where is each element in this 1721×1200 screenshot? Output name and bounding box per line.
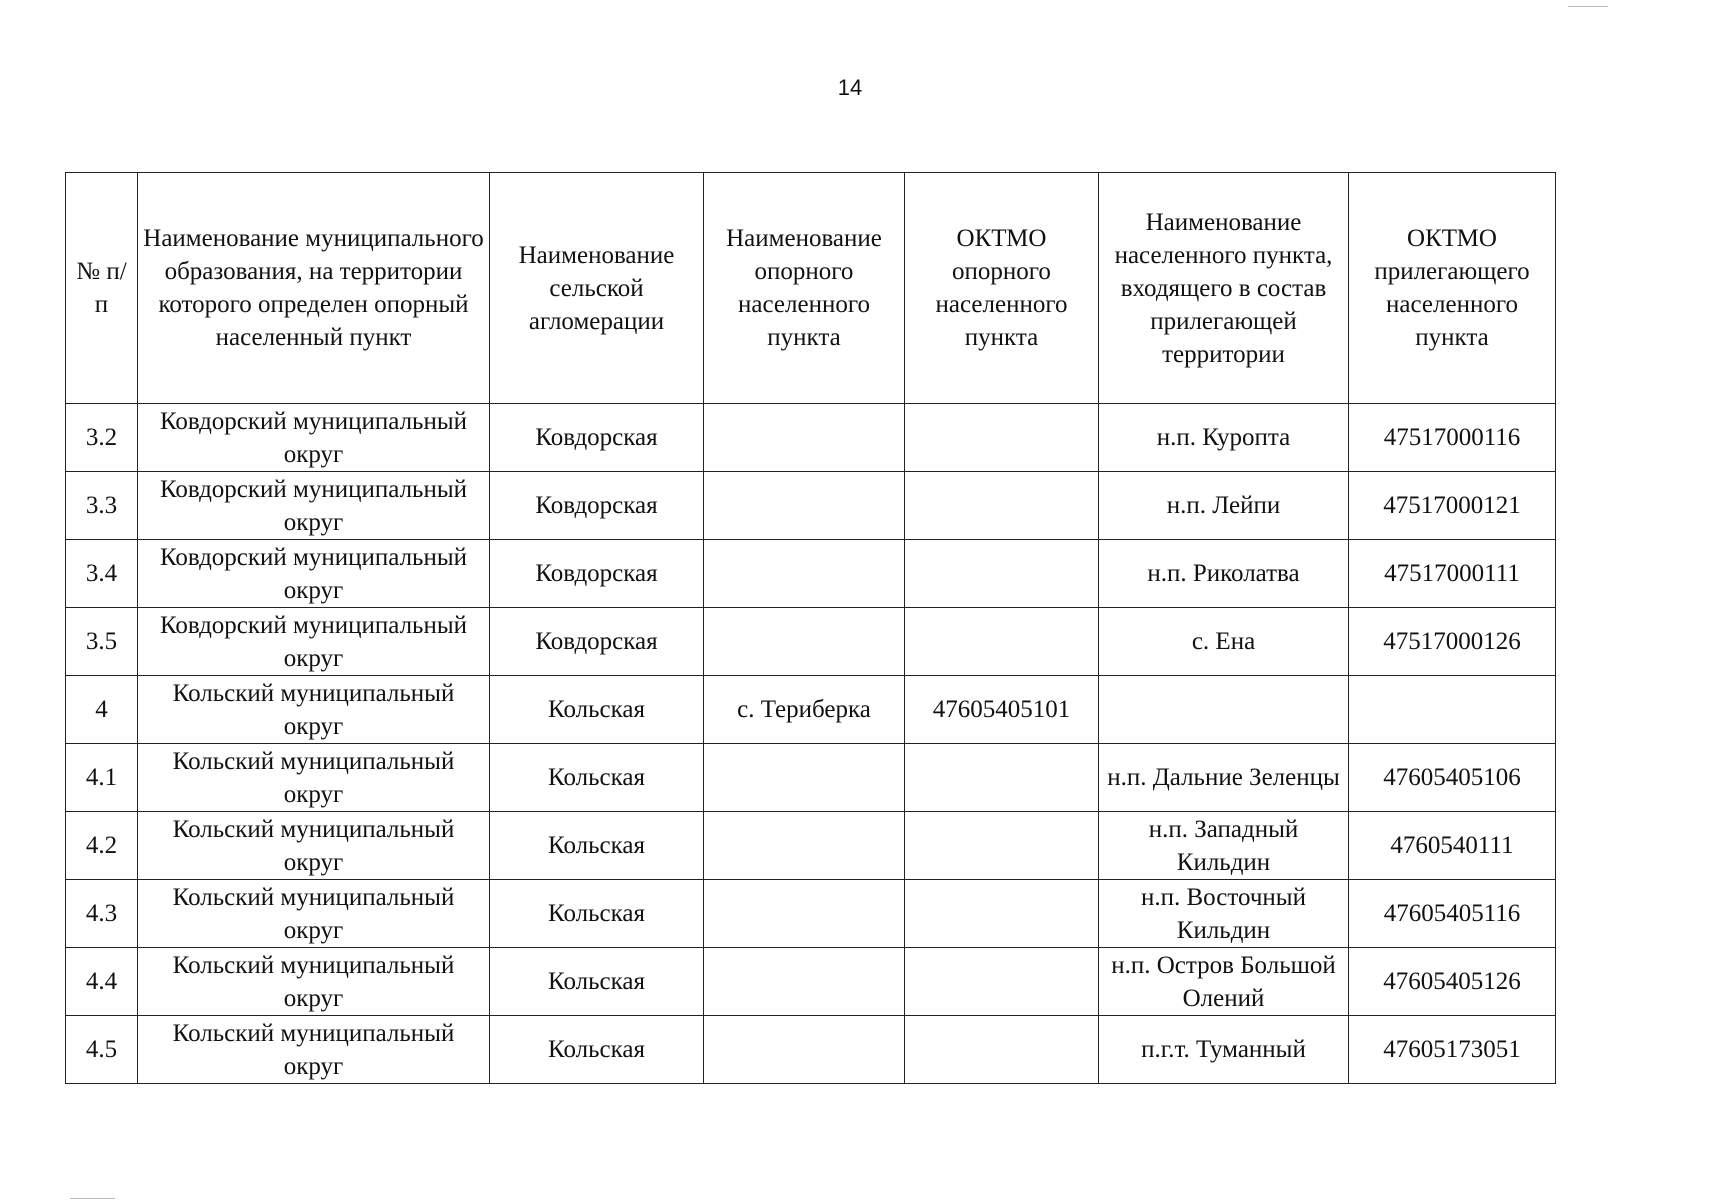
cell-adjacent-oktmo: 4760540111 (1349, 812, 1556, 880)
cell-adjacent-oktmo: 47517000121 (1349, 472, 1556, 540)
cell-agglomeration: Кольская (490, 1016, 704, 1084)
cell-municipality: Кольский муниципальный округ (138, 880, 490, 948)
header-support-oktmo: ОКТМО опорного населенного пункта (905, 173, 1099, 404)
cell-adjacent-settlement (1099, 676, 1349, 744)
cell-support-oktmo (905, 948, 1099, 1016)
cell-support-oktmo (905, 812, 1099, 880)
cell-number: 3.3 (66, 472, 138, 540)
table-row (66, 948, 1556, 1016)
table-row (66, 676, 1556, 744)
scan-artifact (70, 1198, 115, 1199)
header-support-settlement: Наименование опорного населенного пункта (704, 173, 905, 404)
cell-agglomeration: Кольская (490, 880, 704, 948)
table-row (66, 744, 1556, 812)
cell-adjacent-oktmo: 47605405116 (1349, 880, 1556, 948)
settlements-table (65, 172, 1556, 1084)
cell-agglomeration: Ковдорская (490, 404, 704, 472)
cell-agglomeration: Ковдорская (490, 540, 704, 608)
cell-number: 4.4 (66, 948, 138, 1016)
cell-support-settlement (704, 812, 905, 880)
cell-support-oktmo (905, 880, 1099, 948)
cell-adjacent-settlement: н.п. Риколатва (1099, 540, 1349, 608)
cell-adjacent-settlement: с. Ена (1099, 608, 1349, 676)
cell-adjacent-oktmo (1349, 676, 1556, 744)
cell-support-settlement (704, 744, 905, 812)
cell-support-oktmo (905, 540, 1099, 608)
table-row (66, 1016, 1556, 1084)
table-row (66, 404, 1556, 472)
cell-number: 4.5 (66, 1016, 138, 1084)
cell-agglomeration: Ковдорская (490, 608, 704, 676)
table-row (66, 540, 1556, 608)
scan-artifact (1568, 6, 1608, 7)
cell-municipality: Кольский муниципальный округ (138, 948, 490, 1016)
cell-adjacent-oktmo: 47517000116 (1349, 404, 1556, 472)
cell-municipality: Ковдорский муниципальный округ (138, 540, 490, 608)
cell-number: 3.5 (66, 608, 138, 676)
cell-adjacent-settlement: п.г.т. Туманный (1099, 1016, 1349, 1084)
cell-agglomeration: Кольская (490, 744, 704, 812)
header-adjacent-oktmo: ОКТМО прилегающего населенного пункта (1349, 173, 1556, 404)
cell-support-settlement: с. Териберка (704, 676, 905, 744)
cell-municipality: Кольский муниципальный округ (138, 1016, 490, 1084)
cell-number: 4 (66, 676, 138, 744)
cell-adjacent-settlement: н.п. Куропта (1099, 404, 1349, 472)
cell-support-settlement (704, 948, 905, 1016)
cell-municipality: Кольский муниципальный округ (138, 676, 490, 744)
cell-support-settlement (704, 880, 905, 948)
cell-adjacent-settlement: н.п. Остров Большой Олений (1099, 948, 1349, 1016)
cell-municipality: Ковдорский муниципальный округ (138, 404, 490, 472)
cell-support-oktmo (905, 608, 1099, 676)
cell-municipality: Кольский муниципальный округ (138, 812, 490, 880)
header-number: № п/п (66, 173, 138, 404)
cell-agglomeration: Кольская (490, 812, 704, 880)
cell-agglomeration: Ковдорская (490, 472, 704, 540)
table-row (66, 472, 1556, 540)
cell-number: 4.1 (66, 744, 138, 812)
cell-number: 3.2 (66, 404, 138, 472)
cell-support-oktmo (905, 404, 1099, 472)
header-municipality: Наименование муниципального образования, на территории которого определен опорный населенный пункт (138, 173, 490, 404)
cell-support-settlement (704, 404, 905, 472)
cell-support-oktmo (905, 1016, 1099, 1084)
cell-number: 4.3 (66, 880, 138, 948)
cell-agglomeration: Кольская (490, 948, 704, 1016)
cell-support-settlement (704, 472, 905, 540)
cell-support-oktmo (905, 744, 1099, 812)
cell-support-settlement (704, 540, 905, 608)
cell-number: 3.4 (66, 540, 138, 608)
cell-adjacent-oktmo: 47517000111 (1349, 540, 1556, 608)
table-row (66, 880, 1556, 948)
cell-number: 4.2 (66, 812, 138, 880)
page-number: 14 (837, 75, 863, 100)
header-agglomeration: Наименование сельской агломерации (490, 173, 704, 404)
cell-adjacent-settlement: н.п. Лейпи (1099, 472, 1349, 540)
cell-support-settlement (704, 608, 905, 676)
cell-municipality: Ковдорский муниципальный округ (138, 472, 490, 540)
table-row (66, 812, 1556, 880)
table-header-row (66, 173, 1556, 404)
cell-adjacent-settlement: н.п. Восточный Кильдин (1099, 880, 1349, 948)
cell-municipality: Ковдорский муниципальный округ (138, 608, 490, 676)
cell-adjacent-oktmo: 47517000126 (1349, 608, 1556, 676)
cell-municipality: Кольский муниципальный округ (138, 744, 490, 812)
cell-agglomeration: Кольская (490, 676, 704, 744)
cell-adjacent-settlement: н.п. Дальние Зеленцы (1099, 744, 1349, 812)
table-row (66, 608, 1556, 676)
cell-adjacent-oktmo: 47605405126 (1349, 948, 1556, 1016)
cell-support-oktmo: 47605405101 (905, 676, 1099, 744)
cell-adjacent-oktmo: 47605173051 (1349, 1016, 1556, 1084)
cell-support-oktmo (905, 472, 1099, 540)
cell-adjacent-oktmo: 47605405106 (1349, 744, 1556, 812)
cell-support-settlement (704, 1016, 905, 1084)
cell-adjacent-settlement: н.п. Западный Кильдин (1099, 812, 1349, 880)
header-adjacent-settlement: Наименование населенного пункта, входящего в состав прилегающей территории (1099, 173, 1349, 404)
